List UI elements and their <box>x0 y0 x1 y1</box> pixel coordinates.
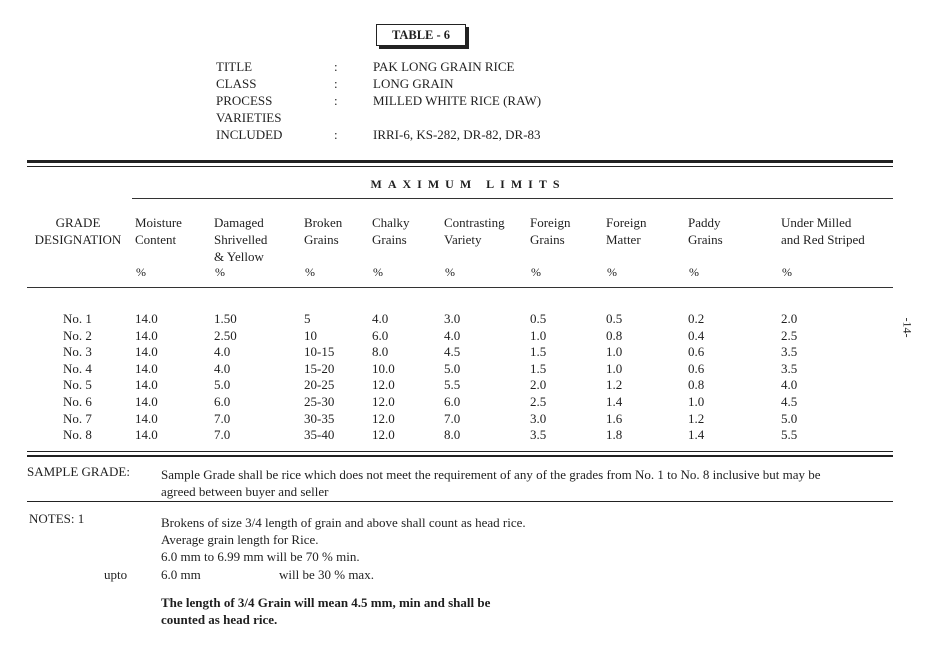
grade-cell: No. 3 <box>63 344 92 360</box>
value-cell: 5.0 <box>444 360 461 376</box>
column-header <box>135 214 182 248</box>
value-cell: 1.0 <box>606 344 623 360</box>
page-number: -14- <box>900 317 915 338</box>
note-upto-text: will be 30 % max. <box>279 567 374 582</box>
value-cell: 1.8 <box>606 427 623 443</box>
value-cell: 1.0 <box>688 394 705 409</box>
value-cell: 12.0 <box>372 394 395 409</box>
value-cell: 14.0 <box>135 410 158 426</box>
column-header-line: Broken <box>304 215 343 230</box>
value-cell: 12.0 <box>372 377 395 393</box>
column-header <box>781 214 865 248</box>
value-cell: 0.8 <box>688 377 705 393</box>
table-row <box>0 394 936 411</box>
column-header <box>372 214 410 248</box>
header-rule <box>132 198 893 199</box>
value-cell: 1.5 <box>530 360 547 376</box>
value-cell: 1.0 <box>530 327 547 343</box>
value-cell: 8.0 <box>444 427 461 443</box>
value-cell: 0.5 <box>606 311 623 326</box>
column-header-line: Grains <box>530 232 565 247</box>
value-cell: 4.0 <box>214 344 231 360</box>
table-row <box>0 377 936 394</box>
notes-label: NOTES: 1 <box>29 511 85 526</box>
top-rule-thin <box>27 166 893 167</box>
column-header-line: Chalky <box>372 215 410 230</box>
column-header-line: Foreign <box>530 215 571 230</box>
value-cell: 3.0 <box>530 410 547 426</box>
value-cell: 0.6 <box>688 360 705 376</box>
value-cell: 14.0 <box>135 327 158 343</box>
value-cell: 1.4 <box>606 394 623 409</box>
value-cell: 2.0 <box>781 311 798 326</box>
table-end-rule-2 <box>27 455 893 457</box>
column-header-line: GRADE <box>55 215 101 230</box>
value-cell: 1.50 <box>214 311 237 326</box>
column-unit: % <box>215 265 225 279</box>
value-cell: 2.5 <box>781 327 798 343</box>
info-value: MILLED WHITE RICE (RAW) <box>373 93 542 108</box>
column-header-line: Contrasting <box>444 215 505 230</box>
column-header-line: and Red Striped <box>781 232 865 247</box>
value-cell: 4.0 <box>444 327 461 343</box>
value-cell: 7.0 <box>444 410 461 426</box>
column-header-line: Grains <box>372 232 407 247</box>
column-header-line: Paddy <box>688 215 721 230</box>
note-upto-label: upto <box>104 567 128 582</box>
value-cell: 14.0 <box>135 427 158 443</box>
value-cell: 3.5 <box>530 427 547 443</box>
top-rule-thick <box>27 160 893 163</box>
note-line-1: Brokens of size 3/4 length of grain and above shall count as head rice. <box>161 515 526 530</box>
column-header <box>530 214 570 248</box>
value-cell: 12.0 <box>372 427 395 443</box>
header-bottom-rule <box>27 287 893 288</box>
info-label: CLASS <box>216 76 257 91</box>
column-header <box>606 214 646 248</box>
grade-cell: No. 8 <box>63 427 92 443</box>
value-cell: 10-15 <box>304 344 335 360</box>
value-cell: 20-25 <box>304 377 335 393</box>
value-cell: 12.0 <box>372 410 395 426</box>
value-cell: 1.2 <box>688 410 705 426</box>
value-cell: 0.5 <box>530 311 547 326</box>
grade-cell: No. 5 <box>63 377 92 393</box>
column-header-line: Damaged <box>214 215 264 230</box>
column-header <box>444 214 505 248</box>
value-cell: 4.0 <box>372 311 389 326</box>
info-label: PROCESS <box>216 93 273 108</box>
column-unit: % <box>689 265 699 279</box>
info-colon: : <box>334 93 338 108</box>
value-cell: 4.0 <box>781 377 798 393</box>
info-colon: : <box>334 59 338 74</box>
note-bold-line-2: counted as head rice. <box>161 612 278 627</box>
maximum-limits-title: MAXIMUM LIMITS <box>370 177 566 191</box>
sample-grade-rule <box>27 501 893 502</box>
column-header <box>304 214 342 248</box>
value-cell: 7.0 <box>214 410 231 426</box>
table-row <box>0 311 936 328</box>
column-header-line: Matter <box>606 232 641 247</box>
column-header-line: Shrivelled <box>214 232 268 247</box>
value-cell: 14.0 <box>135 344 158 360</box>
value-cell: 14.0 <box>135 360 158 376</box>
table-row <box>0 411 936 428</box>
value-cell: 0.6 <box>688 344 705 360</box>
value-cell: 2.50 <box>214 327 237 343</box>
column-unit: % <box>136 265 146 279</box>
note-bold-line-1: The length of 3/4 Grain will mean 4.5 mm, min and shall be <box>161 595 491 610</box>
column-header-line: & Yellow <box>214 249 264 264</box>
table-end-rule-1 <box>27 451 893 452</box>
grade-cell: No. 6 <box>63 394 92 409</box>
info-label: TITLE <box>216 59 253 74</box>
column-header-line: DESIGNATION <box>34 232 122 247</box>
value-cell: 4.5 <box>444 344 461 360</box>
value-cell: 0.8 <box>606 327 623 343</box>
value-cell: 4.0 <box>214 360 231 376</box>
value-cell: 5.0 <box>214 377 231 393</box>
value-cell: 1.4 <box>688 427 705 443</box>
info-label: INCLUDED <box>216 127 283 142</box>
column-header-line: Variety <box>444 232 482 247</box>
value-cell: 0.4 <box>688 327 705 343</box>
column-unit: % <box>782 265 792 279</box>
column-header <box>28 214 128 248</box>
grade-cell: No. 1 <box>63 311 92 326</box>
value-cell: 3.0 <box>444 311 461 326</box>
value-cell: 7.0 <box>214 427 231 443</box>
value-cell: 10.0 <box>372 360 395 376</box>
value-cell: 6.0 <box>214 394 231 409</box>
value-cell: 2.0 <box>530 377 547 393</box>
table-row <box>0 328 936 345</box>
value-cell: 5.5 <box>444 377 461 393</box>
value-cell: 14.0 <box>135 311 158 326</box>
table-row <box>0 427 936 444</box>
value-cell: 6.0 <box>444 394 461 409</box>
note-line-3: 6.0 mm to 6.99 mm will be 70 % min. <box>161 549 360 564</box>
sample-grade-text-2: agreed between buyer and seller <box>161 484 329 499</box>
column-header-line: Grains <box>304 232 339 247</box>
value-cell: 5 <box>304 311 311 326</box>
grade-cell: No. 7 <box>63 410 92 426</box>
value-cell: 5.0 <box>781 410 798 426</box>
column-header-line: Foreign <box>606 215 647 230</box>
column-header-line: Grains <box>688 232 723 247</box>
value-cell: 1.2 <box>606 377 623 393</box>
value-cell: 1.6 <box>606 410 623 426</box>
info-colon: : <box>334 76 338 91</box>
column-unit: % <box>445 265 455 279</box>
column-unit: % <box>531 265 541 279</box>
value-cell: 6.0 <box>372 327 389 343</box>
column-header-line: Moisture <box>135 215 182 230</box>
value-cell: 3.5 <box>781 344 798 360</box>
table-row <box>0 361 936 378</box>
column-header <box>688 214 723 248</box>
column-unit: % <box>305 265 315 279</box>
column-header-line: Content <box>135 232 177 247</box>
value-cell: 30-35 <box>304 410 335 426</box>
grade-cell: No. 2 <box>63 327 92 343</box>
note-upto-value: 6.0 mm <box>161 567 201 582</box>
value-cell: 35-40 <box>304 427 335 443</box>
value-cell: 14.0 <box>135 377 158 393</box>
value-cell: 15-20 <box>304 360 335 376</box>
info-value: IRRI-6, KS-282, DR-82, DR-83 <box>373 127 541 142</box>
column-header <box>214 214 267 265</box>
info-value: PAK LONG GRAIN RICE <box>373 59 515 74</box>
value-cell: 2.5 <box>530 394 547 409</box>
table-label: TABLE - 6 <box>376 24 466 46</box>
info-value: LONG GRAIN <box>373 76 454 91</box>
column-header-line: Under Milled <box>781 215 852 230</box>
value-cell: 0.2 <box>688 311 705 326</box>
note-line-2: Average grain length for Rice. <box>161 532 319 547</box>
table-row <box>0 344 936 361</box>
column-unit: % <box>373 265 383 279</box>
value-cell: 3.5 <box>781 360 798 376</box>
value-cell: 5.5 <box>781 427 798 443</box>
value-cell: 4.5 <box>781 394 798 409</box>
value-cell: 1.0 <box>606 360 623 376</box>
value-cell: 8.0 <box>372 344 389 360</box>
info-label: VARIETIES <box>216 110 282 125</box>
grade-cell: No. 4 <box>63 360 92 376</box>
sample-grade-label: SAMPLE GRADE: <box>27 464 130 479</box>
sample-grade-text-1: Sample Grade shall be rice which does not meet the requirement of any of the grades from No. 1 to No. 8 inclusive but may be <box>161 467 821 482</box>
column-unit: % <box>607 265 617 279</box>
value-cell: 1.5 <box>530 344 547 360</box>
value-cell: 10 <box>304 327 317 343</box>
value-cell: 25-30 <box>304 394 335 409</box>
value-cell: 14.0 <box>135 394 158 409</box>
info-colon: : <box>334 127 338 142</box>
